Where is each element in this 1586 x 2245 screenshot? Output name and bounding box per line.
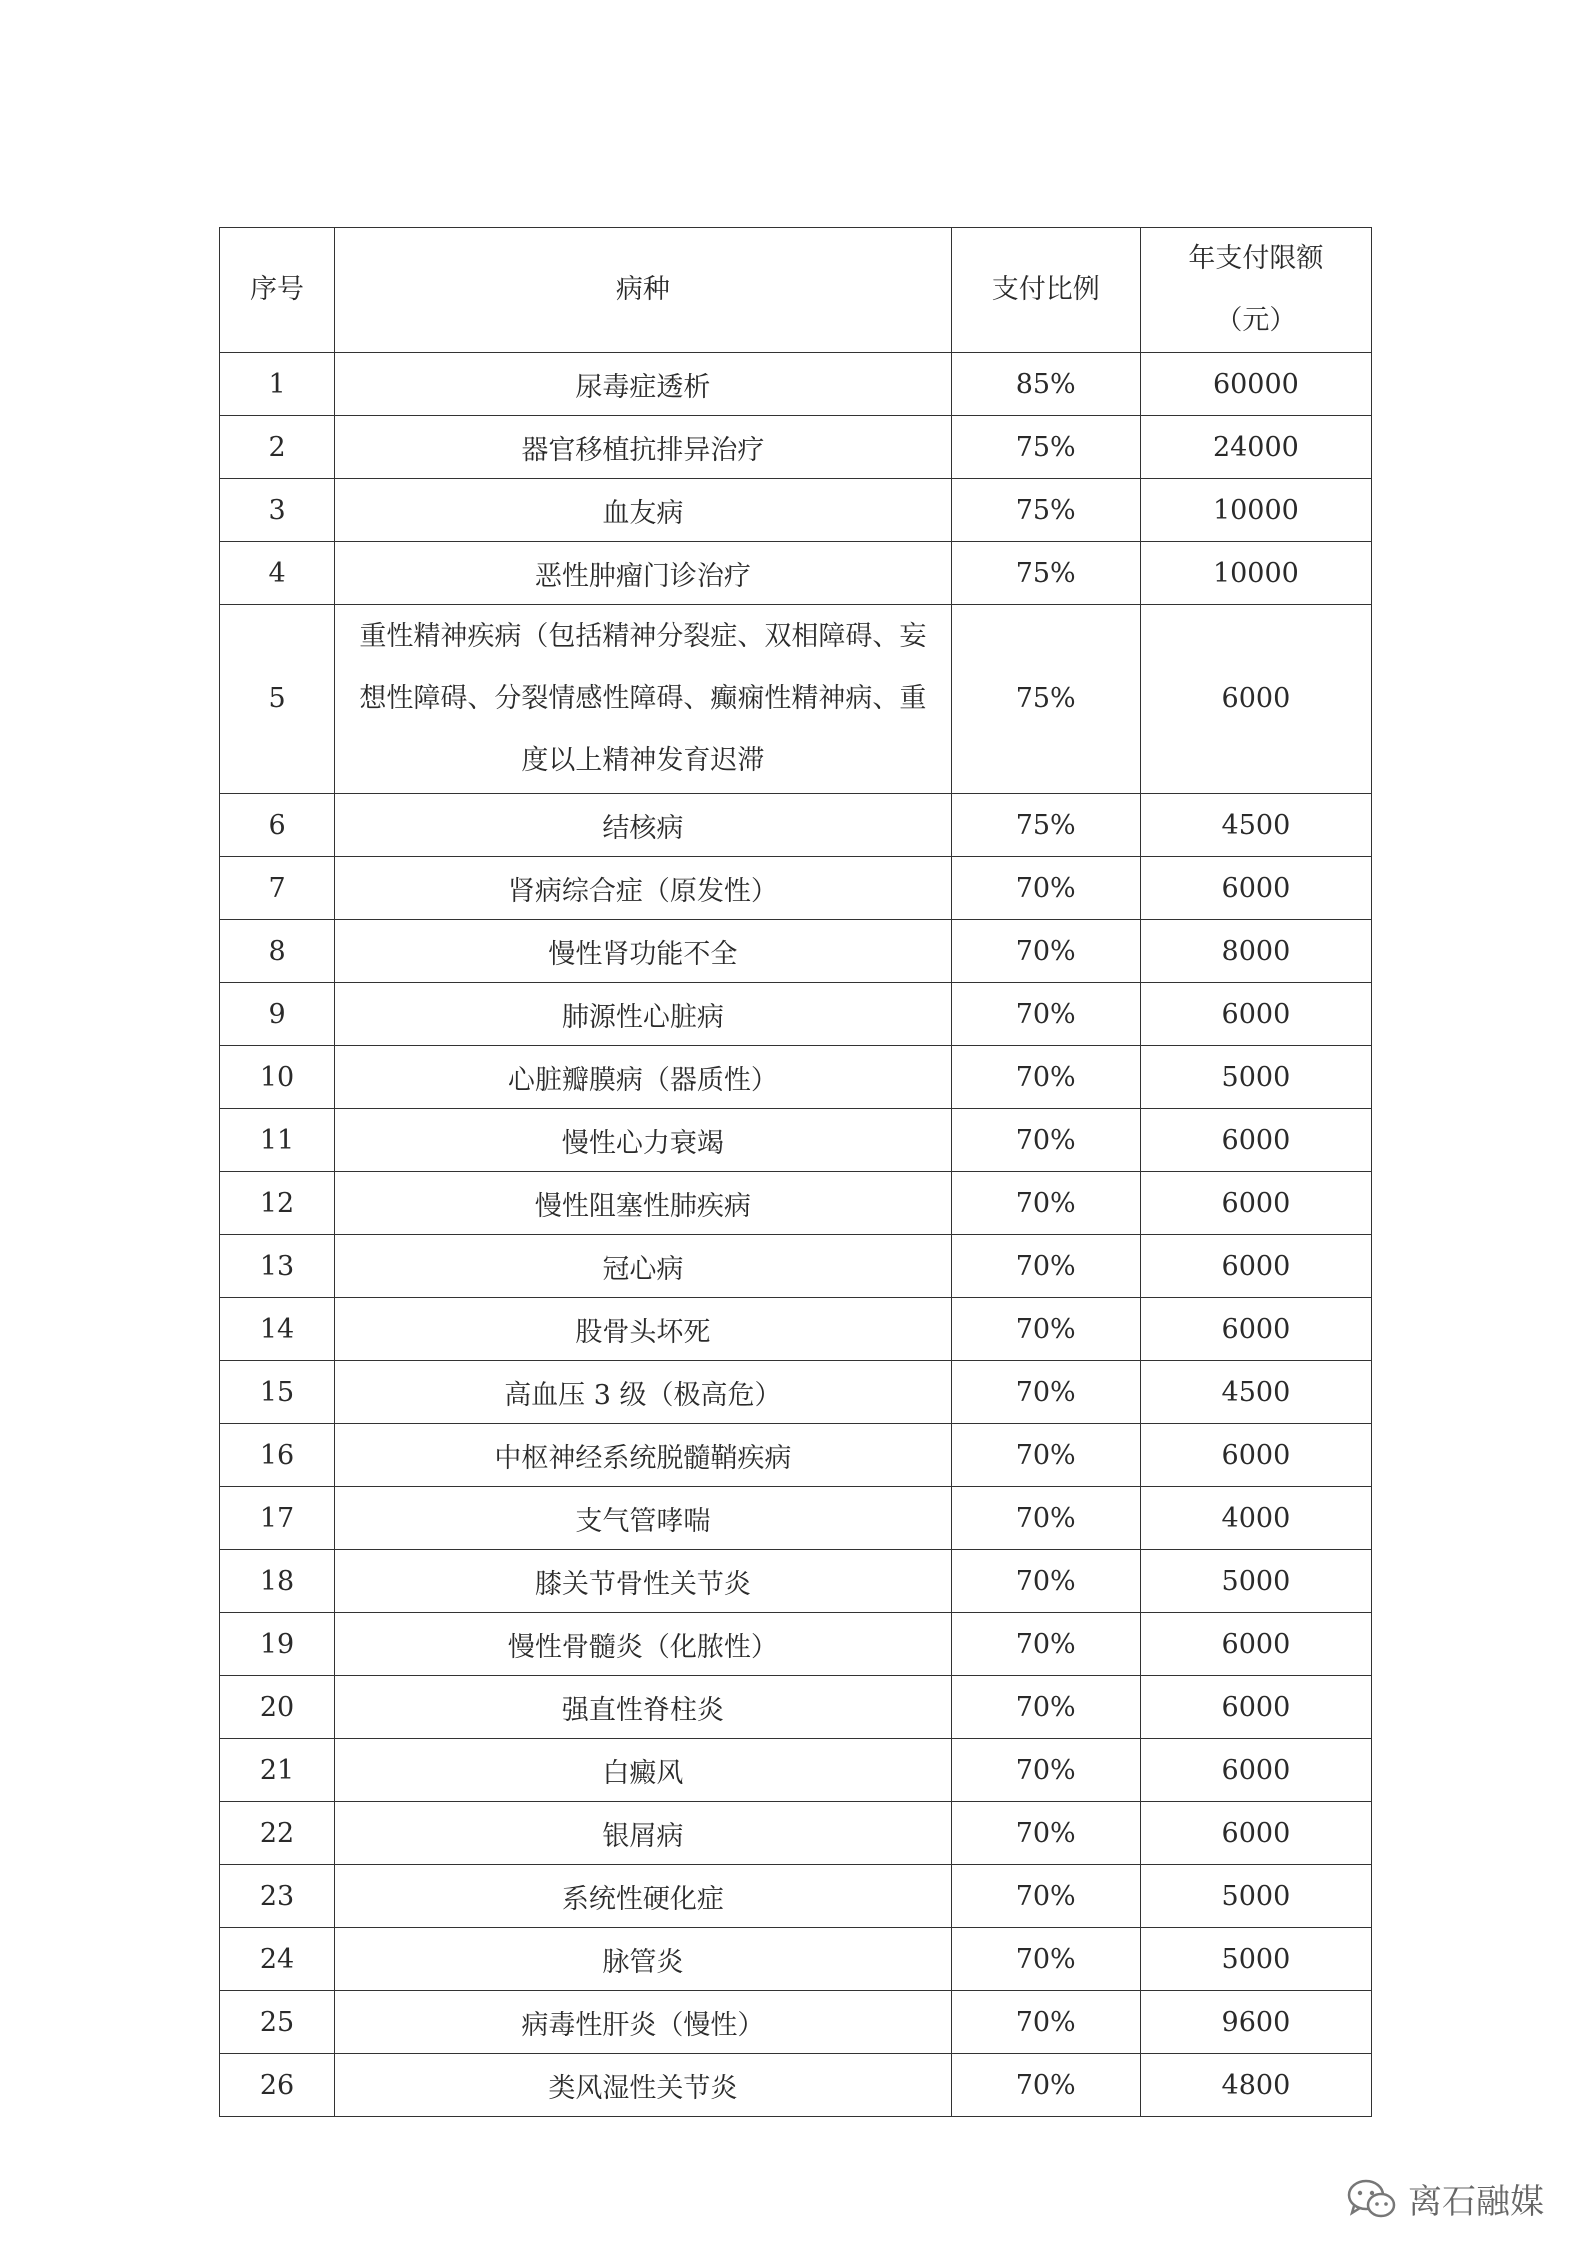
limit-cell: 5000 <box>1140 1046 1371 1109</box>
table-row <box>220 920 1372 983</box>
table-row <box>220 857 1372 920</box>
table-row <box>220 794 1372 857</box>
ratio-cell: 70% <box>951 1865 1140 1928</box>
name-cell: 肺源性心脏病 <box>335 983 952 1046</box>
watermark <box>1346 2174 1544 2223</box>
name-cell: 慢性心力衰竭 <box>335 1109 952 1172</box>
limit-cell: 6000 <box>1140 1676 1371 1739</box>
seq-cell: 24 <box>220 1928 335 1991</box>
table-row <box>220 1676 1372 1739</box>
table-row <box>220 1991 1372 2054</box>
ratio-cell: 70% <box>951 1928 1140 1991</box>
limit-cell: 6000 <box>1140 605 1371 794</box>
name-cell: 支气管哮喘 <box>335 1487 952 1550</box>
table-row <box>220 1298 1372 1361</box>
seq-cell: 6 <box>220 794 335 857</box>
name-cell: 白癜风 <box>335 1739 952 1802</box>
ratio-cell: 70% <box>951 920 1140 983</box>
name-cell: 膝关节骨性关节炎 <box>335 1550 952 1613</box>
name-cell: 脉管炎 <box>335 1928 952 1991</box>
name-cell: 血友病 <box>335 479 952 542</box>
ratio-cell: 85% <box>951 353 1140 416</box>
ratio-cell: 70% <box>951 1676 1140 1739</box>
table-row <box>220 1865 1372 1928</box>
table-row <box>220 1172 1372 1235</box>
name-cell: 股骨头坏死 <box>335 1298 952 1361</box>
table-row <box>220 1739 1372 1802</box>
seq-cell: 22 <box>220 1802 335 1865</box>
seq-cell: 20 <box>220 1676 335 1739</box>
limit-cell: 60000 <box>1140 353 1371 416</box>
seq-cell: 17 <box>220 1487 335 1550</box>
seq-cell: 4 <box>220 542 335 605</box>
seq-cell: 12 <box>220 1172 335 1235</box>
ratio-cell: 75% <box>951 542 1140 605</box>
seq-cell: 23 <box>220 1865 335 1928</box>
seq-cell: 14 <box>220 1298 335 1361</box>
table-row <box>220 1487 1372 1550</box>
ratio-cell: 70% <box>951 1991 1140 2054</box>
name-cell: 高血压 3 级（极高危） <box>335 1361 952 1424</box>
name-cell: 慢性骨髓炎（化脓性） <box>335 1613 952 1676</box>
name-cell: 尿毒症透析 <box>335 353 952 416</box>
table-header-row <box>220 228 1372 353</box>
name-cell: 银屑病 <box>335 1802 952 1865</box>
header-limit-line2: （元） <box>1215 305 1297 336</box>
ratio-cell: 70% <box>951 1424 1140 1487</box>
disease-payment-table <box>219 227 1372 2117</box>
name-cell: 中枢神经系统脱髓鞘疾病 <box>335 1424 952 1487</box>
name-cell: 肾病综合症（原发性） <box>335 857 952 920</box>
name-cell: 结核病 <box>335 794 952 857</box>
limit-cell: 6000 <box>1140 1613 1371 1676</box>
seq-cell: 7 <box>220 857 335 920</box>
limit-cell: 5000 <box>1140 1928 1371 1991</box>
ratio-cell: 70% <box>951 1739 1140 1802</box>
seq-cell: 18 <box>220 1550 335 1613</box>
ratio-cell: 75% <box>951 416 1140 479</box>
table-row <box>220 1928 1372 1991</box>
seq-cell: 9 <box>220 983 335 1046</box>
ratio-cell: 70% <box>951 1487 1140 1550</box>
name-cell: 强直性脊柱炎 <box>335 1676 952 1739</box>
ratio-cell: 70% <box>951 1172 1140 1235</box>
name-cell: 类风湿性关节炎 <box>335 2054 952 2117</box>
header-limit <box>1140 228 1371 353</box>
ratio-cell: 70% <box>951 983 1140 1046</box>
name-cell: 器官移植抗排异治疗 <box>335 416 952 479</box>
table-row <box>220 353 1372 416</box>
header-ratio: 支付比例 <box>951 228 1140 353</box>
ratio-cell: 70% <box>951 2054 1140 2117</box>
table-row <box>220 1361 1372 1424</box>
limit-cell: 4800 <box>1140 2054 1371 2117</box>
table-row <box>220 2054 1372 2117</box>
limit-cell: 6000 <box>1140 1172 1371 1235</box>
table-row <box>220 1235 1372 1298</box>
table-row <box>220 1424 1372 1487</box>
seq-cell: 8 <box>220 920 335 983</box>
limit-cell: 9600 <box>1140 1991 1371 2054</box>
name-cell: 冠心病 <box>335 1235 952 1298</box>
seq-cell: 26 <box>220 2054 335 2117</box>
ratio-cell: 70% <box>951 1361 1140 1424</box>
ratio-cell: 75% <box>951 479 1140 542</box>
limit-cell: 6000 <box>1140 1424 1371 1487</box>
ratio-cell: 75% <box>951 794 1140 857</box>
seq-cell: 2 <box>220 416 335 479</box>
ratio-cell: 70% <box>951 1109 1140 1172</box>
name-cell: 心脏瓣膜病（器质性） <box>335 1046 952 1109</box>
seq-cell: 11 <box>220 1109 335 1172</box>
table-row <box>220 983 1372 1046</box>
seq-cell: 1 <box>220 353 335 416</box>
header-seq: 序号 <box>220 228 335 353</box>
table-row <box>220 542 1372 605</box>
table-row <box>220 1802 1372 1865</box>
table-row <box>220 416 1372 479</box>
limit-cell: 6000 <box>1140 1235 1371 1298</box>
seq-cell: 16 <box>220 1424 335 1487</box>
seq-cell: 19 <box>220 1613 335 1676</box>
table-body <box>220 353 1372 2117</box>
ratio-cell: 70% <box>951 857 1140 920</box>
limit-cell: 6000 <box>1140 857 1371 920</box>
table-row <box>220 479 1372 542</box>
table-row <box>220 1046 1372 1109</box>
limit-cell: 5000 <box>1140 1865 1371 1928</box>
seq-cell: 13 <box>220 1235 335 1298</box>
limit-cell: 4000 <box>1140 1487 1371 1550</box>
seq-cell: 21 <box>220 1739 335 1802</box>
ratio-cell: 70% <box>951 1613 1140 1676</box>
limit-cell: 10000 <box>1140 542 1371 605</box>
seq-cell: 5 <box>220 605 335 794</box>
table-row <box>220 605 1372 794</box>
ratio-cell: 70% <box>951 1802 1140 1865</box>
wechat-icon <box>1346 2177 1398 2221</box>
name-cell: 重性精神疾病（包括精神分裂症、双相障碍、妄想性障碍、分裂情感性障碍、癫痫性精神病、重度以上精神发育迟滞 <box>335 605 952 794</box>
limit-cell: 24000 <box>1140 416 1371 479</box>
ratio-cell: 70% <box>951 1046 1140 1109</box>
name-cell: 病毒性肝炎（慢性） <box>335 1991 952 2054</box>
ratio-cell: 70% <box>951 1550 1140 1613</box>
limit-cell: 6000 <box>1140 1802 1371 1865</box>
name-cell: 系统性硬化症 <box>335 1865 952 1928</box>
limit-cell: 6000 <box>1140 1739 1371 1802</box>
limit-cell: 8000 <box>1140 920 1371 983</box>
table-row <box>220 1613 1372 1676</box>
limit-cell: 5000 <box>1140 1550 1371 1613</box>
header-limit-line1: 年支付限额 <box>1188 243 1324 274</box>
limit-cell: 10000 <box>1140 479 1371 542</box>
header-disease: 病种 <box>335 228 952 353</box>
limit-cell: 6000 <box>1140 983 1371 1046</box>
watermark-text: 离石融媒 <box>1408 2182 1544 2222</box>
seq-cell: 25 <box>220 1991 335 2054</box>
seq-cell: 3 <box>220 479 335 542</box>
name-cell: 慢性肾功能不全 <box>335 920 952 983</box>
name-cell: 慢性阻塞性肺疾病 <box>335 1172 952 1235</box>
table-row <box>220 1109 1372 1172</box>
ratio-cell: 75% <box>951 605 1140 794</box>
seq-cell: 15 <box>220 1361 335 1424</box>
seq-cell: 10 <box>220 1046 335 1109</box>
limit-cell: 4500 <box>1140 1361 1371 1424</box>
limit-cell: 4500 <box>1140 794 1371 857</box>
limit-cell: 6000 <box>1140 1298 1371 1361</box>
ratio-cell: 70% <box>951 1298 1140 1361</box>
ratio-cell: 70% <box>951 1235 1140 1298</box>
table-row <box>220 1550 1372 1613</box>
limit-cell: 6000 <box>1140 1109 1371 1172</box>
name-cell: 恶性肿瘤门诊治疗 <box>335 542 952 605</box>
